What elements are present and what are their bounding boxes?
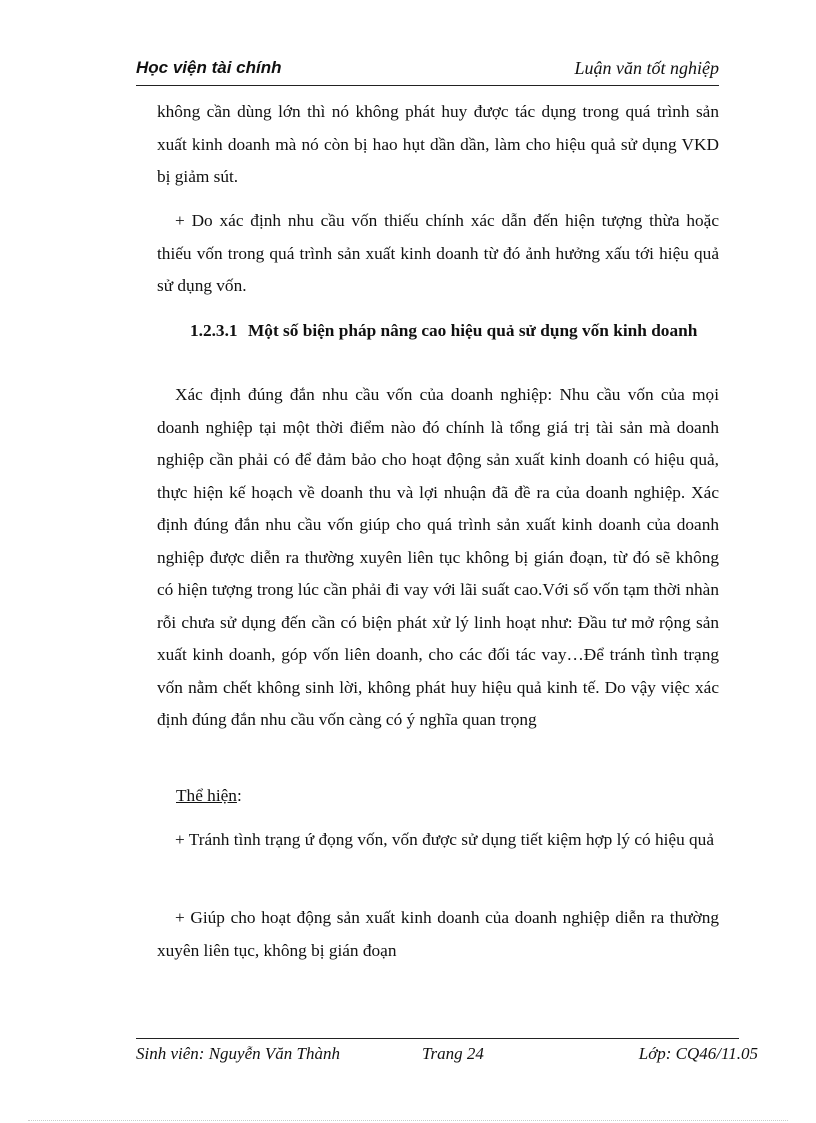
paragraph-4-text: + Tránh tình trạng ứ đọng vốn, vốn được sử dụng tiết kiệm hợp lý có hiệu quả	[175, 830, 714, 849]
section-title: Một số biện pháp nâng cao hiệu quả sử dụng vốn kinh doanh	[248, 321, 698, 340]
the-hien-text: Thể hiện	[176, 786, 237, 805]
footer-student: Sinh viên: Nguyễn Văn Thành	[136, 1044, 340, 1063]
paragraph-2	[157, 205, 719, 303]
paragraph-3-text: Xác định đúng đắn nhu cầu vốn của doanh nghiệp: Nhu cầu vốn của mọi doanh nghiệp tại một thời điểm nào đó chính là tổng giá trị tài sản mà doanh nghiệp cần phải có để đảm bảo cho hoạt động sản xuất kinh doanh có hiệu quả, thực hiện kế hoạch về doanh thu và lợi nhuận đã đề ra của doanh nghiệp. Xác định đúng đắn nhu cầu vốn giúp cho quá trình sản xuất kinh doanh của doanh nghiệp được diễn ra thường xuyên liên tục không bị gián đoạn, từ đó sẽ không có hiện tượng trong lúc cần phải đi vay với lãi suất cao.Với số vốn tạm thời nhàn rỗi chưa sử dụng đến cần có biện phát xử lý linh hoạt như: Đầu tư mở rộng sản xuất kinh doanh, góp vốn liên doanh, cho các đối tác vay…Để tránh tình trạng vốn nằm chết không sinh lời, không phát huy hiệu quả kinh tế. Do vậy việc xác định đúng đắn nhu cầu vốn càng có ý nghĩa quan trọng	[157, 385, 719, 729]
footer-class: Lớp: CQ46/11.05	[638, 1044, 758, 1063]
paragraph-1-text: không cần dùng lớn thì nó không phát huy được tác dụng trong quá trình sản xuất kinh doanh mà nó còn bị hao hụt dần dần, làm cho hiệu quả sử dụng VKD bị giảm sút.	[157, 102, 719, 186]
section-number: 1.2.3.1	[190, 321, 238, 340]
paragraph-5	[157, 902, 719, 967]
paragraph-5-text: + Giúp cho hoạt động sản xuất kinh doanh của doanh nghiệp diễn ra thường xuyên liên tục, không bị gián đoạn	[157, 908, 719, 960]
paragraph-2-text: + Do xác định nhu cầu vốn thiếu chính xác dẫn đến hiện tượng thừa hoặc thiếu vốn trong quá trình sản xuất kinh doanh từ đó ảnh hưởng xấu tới hiệu quả sử dụng vốn.	[157, 211, 719, 295]
footer-page-number: Trang 24	[422, 1044, 484, 1063]
page-bottom-dotted-rule	[28, 1120, 788, 1121]
paragraph-1	[157, 96, 719, 194]
footer-rule	[136, 1038, 739, 1039]
header-institution: Học viện tài chính	[136, 58, 282, 77]
paragraph-4	[157, 824, 719, 857]
the-hien-colon: :	[236, 786, 242, 805]
paragraph-3	[157, 379, 719, 737]
section-heading	[190, 315, 719, 348]
header-document-type: Luận văn tốt nghiệp	[574, 58, 719, 78]
header-rule	[136, 85, 719, 86]
the-hien-label	[176, 786, 242, 806]
